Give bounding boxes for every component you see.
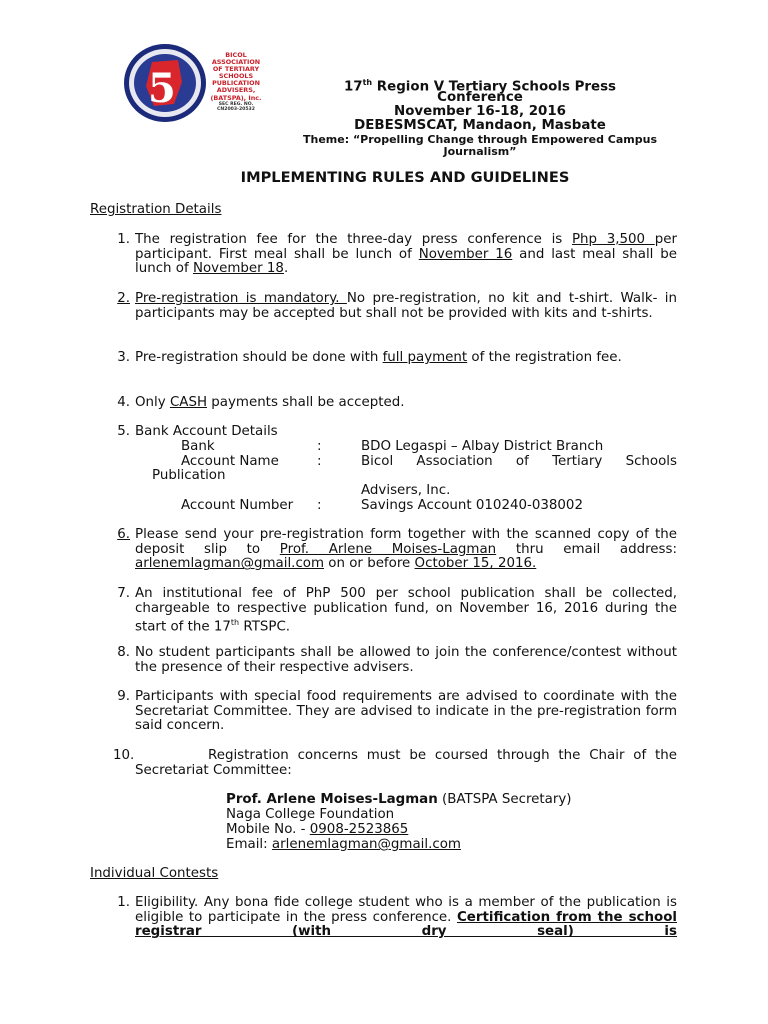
- item-number: 8.: [117, 645, 130, 660]
- rule-4: Only CASH payments shall be accepted.: [135, 395, 405, 410]
- rule-5: Bank Account Details: [135, 424, 278, 439]
- logo-reg-line: CN2003-20532: [217, 107, 255, 113]
- contact-name: Prof. Arlene Moises-Lagman (BATSPA Secretary): [226, 792, 572, 807]
- logo-emblem: [122, 42, 208, 124]
- colon: :: [317, 439, 322, 454]
- contact-mobile: Mobile No. - 0908-2523865: [226, 822, 409, 837]
- bank-label: Bank: [181, 439, 215, 454]
- contact-email: Email: arlenemlagman@gmail.com: [226, 837, 461, 852]
- header-dates: November 16-18, 2016: [394, 104, 566, 119]
- contact-org: Naga College Foundation: [226, 807, 395, 822]
- page-title: IMPLEMENTING RULES AND GUIDELINES: [240, 169, 570, 186]
- logo-line: SCHOOLS: [218, 72, 254, 81]
- rule-8: No student participants shall be allowed to join the conference/contest without the presence of their respective advisers.: [135, 645, 677, 675]
- rule-10-line-2: Secretariat Committee:: [135, 763, 292, 778]
- colon: :: [317, 498, 322, 513]
- account-name-value: Bicol Association of Tertiary Schools: [361, 454, 677, 469]
- item-number: 10.: [113, 748, 135, 763]
- account-number-value: Savings Account 010240-038002: [361, 498, 583, 513]
- header-venue: DEBESMSCAT, Mandaon, Masbate: [354, 118, 606, 133]
- rule-6: Please send your pre-registration form together with the scanned copy of the deposit slip to Prof. Arlene Moises-Lagman thru email address: arlenemlagman@gmail.com on or before October 15, 2016.: [135, 527, 677, 572]
- header-line-2: Conference: [437, 90, 523, 105]
- contest-rule-1: Eligibility. Any bona fide college student who is a member of the publication is eligible to participate in the press conference. Certification from the school registrar (with dry seal) is: [135, 895, 678, 940]
- logo-emblem-numeral: 5: [148, 65, 176, 112]
- item-number: 1.: [117, 232, 130, 247]
- item-number: 9.: [117, 689, 130, 704]
- logo-line: ASSOCIATION: [211, 58, 261, 67]
- logo-line: OF TERTIARY: [212, 65, 260, 74]
- item-number: 3.: [117, 350, 130, 365]
- header-line-1: 17th Region V Tertiary Schools Press: [343, 78, 617, 95]
- item-number: 2.: [117, 291, 130, 306]
- account-name-cont: Advisers, Inc.: [361, 483, 451, 498]
- logo-line: (BATSPA), Inc.: [210, 93, 262, 102]
- logo-line: ADVISERS,: [216, 86, 256, 95]
- logo-line: PUBLICATION: [212, 79, 260, 88]
- logo-line: BICOL: [225, 51, 247, 59]
- contact-email-link[interactable]: arlenemlagman@gmail.com: [271, 837, 461, 852]
- item-number: 6.: [117, 527, 130, 542]
- header-theme-2: Journalism”: [443, 145, 517, 158]
- rule-1: The registration fee for the three-day press conference is Php 3,500 per participant. First meal shall be lunch of November 16 and last meal shall be lunch of November 18.: [135, 232, 678, 277]
- logo-reg-line: SEC REG. NO.: [218, 101, 254, 107]
- rule-3: Pre-registration should be done with full payment of the registration fee.: [135, 350, 622, 365]
- registration-heading: Registration Details: [90, 202, 222, 217]
- contact-name-link[interactable]: Prof. Arlene Moises-Lagman: [279, 541, 497, 557]
- colon: :: [317, 454, 322, 469]
- rule-7: An institutional fee of PhP 500 per school publication shall be collected, chargeable to respective publication fund, on November 16, 2016 during the start of the 17th RTSPC.: [135, 586, 677, 635]
- header-theme-1: Theme: “Propelling Change through Empowered Campus: [303, 133, 657, 146]
- item-number: 5.: [117, 424, 130, 439]
- rule-9: Participants with special food requirements are advised to coordinate with the Secretariat Committee. They are advised to indicate in the pre-registration form said concern.: [135, 689, 677, 734]
- batspa-logo: [122, 42, 208, 124]
- email-link[interactable]: arlenemlagman@gmail.com: [135, 556, 325, 572]
- contests-heading: Individual Contests: [90, 866, 219, 881]
- rule-10-line-1: Registration concerns must be coursed through the Chair of the: [208, 748, 677, 763]
- item-number: 1.: [117, 895, 130, 910]
- account-number-label: Account Number: [181, 498, 294, 513]
- rule-2: Pre-registration is mandatory. No pre-registration, no kit and t-shirt. Walk- in participants may be accepted but shall not be provided with kits and t-shirts.: [135, 291, 677, 321]
- logo-text: [206, 52, 266, 112]
- item-number: 4.: [117, 395, 130, 410]
- bank-value: BDO Legaspi – Albay District Branch: [361, 439, 604, 454]
- item-number: 7.: [117, 586, 130, 601]
- account-name-wrap: Publication: [152, 468, 226, 483]
- account-name-label: Account Name: [181, 454, 279, 469]
